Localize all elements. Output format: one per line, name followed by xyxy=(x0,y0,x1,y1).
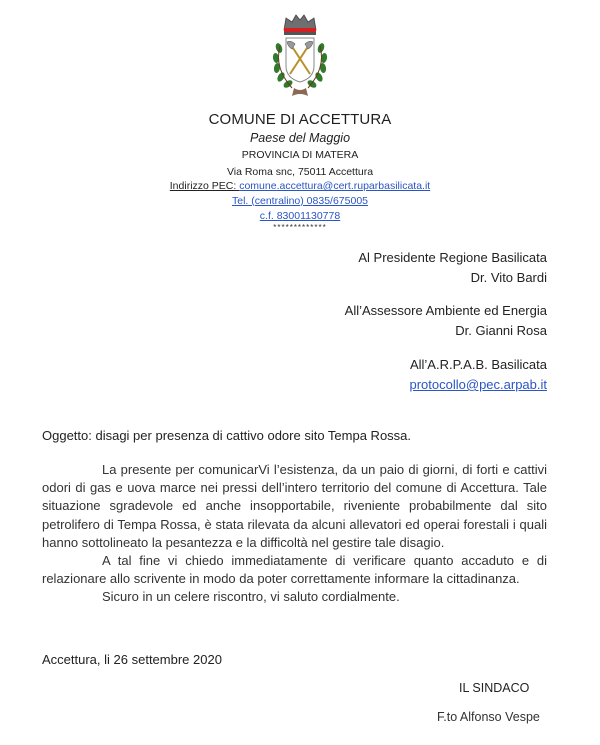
tax-code-link[interactable]: c.f. 83001130778 xyxy=(259,210,341,222)
signer-title: IL SINDACO xyxy=(459,681,530,695)
pec-label: Indirizzo PEC: xyxy=(169,180,240,192)
letter-body xyxy=(42,461,547,607)
municipality-motto: Paese del Maggio xyxy=(249,131,351,145)
address: Via Roma snc, 75011 Accettura xyxy=(226,166,374,178)
header-separator: ************* xyxy=(273,223,327,232)
recipient-president xyxy=(358,248,547,288)
recipient-name: Dr. Vito Bardi xyxy=(470,270,547,285)
body-paragraph: A tal fine vi chiedo immediatamente di verificare quanto accaduto e di relazionare allo scrivente in modo da poter correttamente informare la cittadinanza. xyxy=(42,553,547,587)
letter-subject: Oggetto: disagi per presenza di cattivo odore sito Tempa Rossa. xyxy=(42,428,412,443)
tax-code-line xyxy=(0,210,600,222)
signature: F.to Alfonso Vespe xyxy=(437,710,540,724)
recipient-arpab xyxy=(410,355,548,395)
recipient-title: All’A.R.P.A.B. Basilicata xyxy=(409,357,547,372)
body-paragraph: Sicuro in un celere riscontro, vi saluto cordialmente. xyxy=(102,589,400,605)
phone-line xyxy=(0,195,600,207)
province-name: PROVINCIA DI MATERA xyxy=(241,149,359,161)
body-paragraph: La presente per comunicarVi l’esistenza, da un paio di giorni, di forti e cattivi odori di gas e uova marce nei pressi dell’intero territorio del comune di Accettura. Tale situazione sgradevole ed anche insopportabile, riveniente probabilmente dal sito petrolifero di Tempa Rossa, è stata rilevata da alcuni allevatori ed operai forestali i quali hanno sottolineato la pesantezza e la difficoltà nel gestire tale disagio. xyxy=(42,462,547,550)
recipient-assessore xyxy=(345,301,547,341)
recipient-name: Dr. Gianni Rosa xyxy=(455,323,547,338)
municipal-coat-of-arms-icon xyxy=(270,12,330,102)
municipality-name: COMUNE DI ACCETTURA xyxy=(208,111,392,128)
recipient-title: Al Presidente Regione Basilicata xyxy=(358,250,547,265)
arpab-email-link[interactable]: protocollo@pec.arpab.it xyxy=(409,377,547,392)
phone-link[interactable]: Tel. (centralino) 0835/675005 xyxy=(231,195,368,207)
date-line: Accettura, li 26 settembre 2020 xyxy=(42,652,222,667)
recipient-title: All’Assessore Ambiente ed Energia xyxy=(344,303,547,318)
pec-line xyxy=(0,180,600,192)
pec-email-link[interactable]: comune.accettura@cert.ruparbasilicata.it xyxy=(239,180,431,192)
